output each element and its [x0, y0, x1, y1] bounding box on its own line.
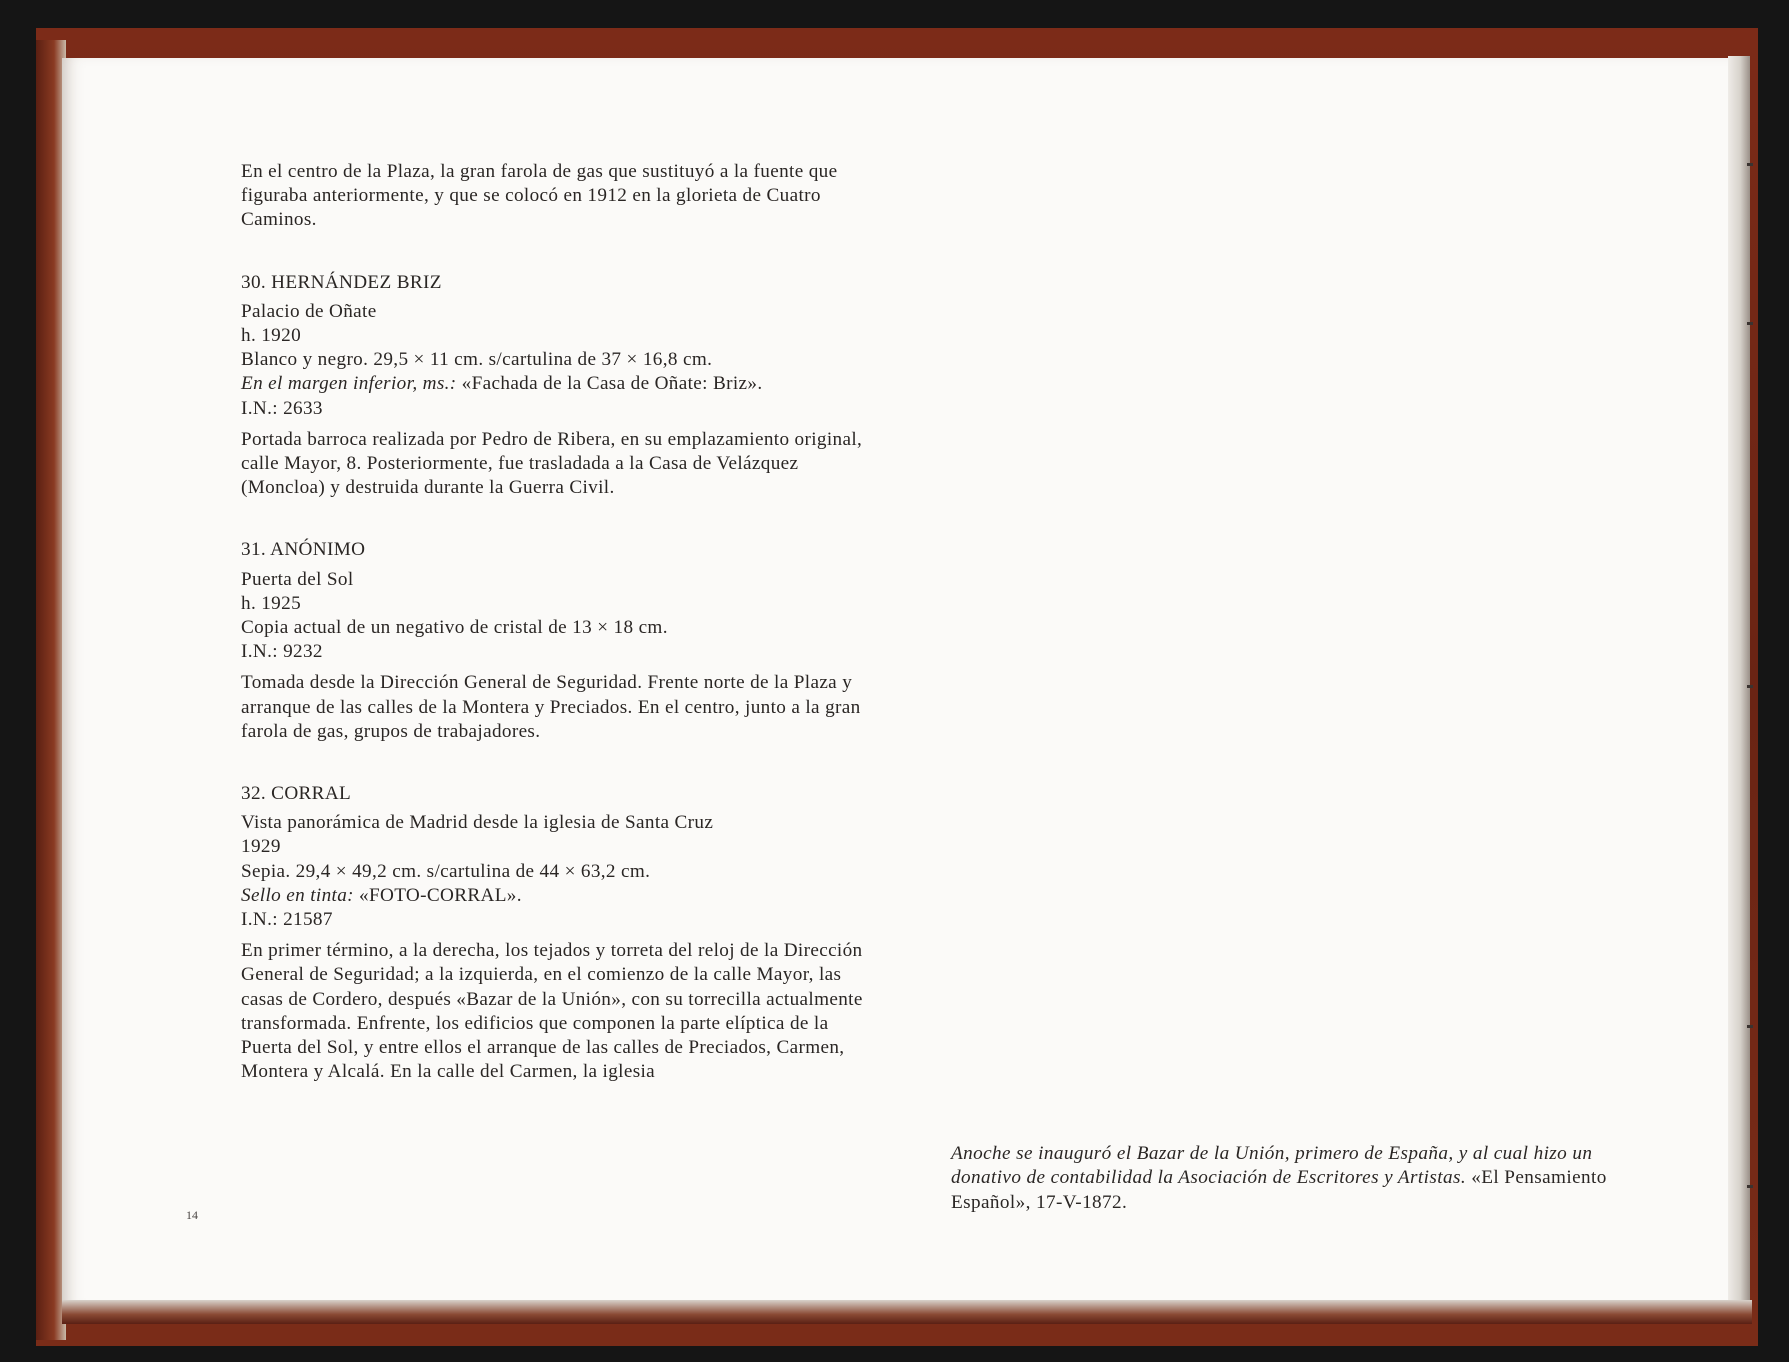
entry-date: h. 1920: [241, 325, 302, 347]
edge-mark: [1747, 1185, 1753, 1188]
inscription-text: «FOTO-CORRAL».: [353, 884, 522, 906]
entry-title: Puerta del Sol: [241, 568, 354, 590]
edge-mark: [1747, 1025, 1753, 1028]
intro-paragraph: En el centro de la Plaza, la gran farola de gas que sustituyó a la fuente que figuraba anteriormente, y que se colocó en 1912 en la glorieta de Cuatro Caminos.: [241, 161, 838, 231]
entry-inventory: I.N.: 9232: [241, 641, 323, 663]
caption-block: [951, 1142, 1611, 1215]
caption-source: «El Pensamiento Español», 17-V-1872.: [951, 1167, 1607, 1213]
entry-inventory: I.N.: 21587: [241, 909, 333, 931]
entry-description: Tomada desde la Dirección General de Seguridad. Frente norte de la Plaza y arranque de las calles de la Montera y Preciados. En el centro, junto a la gran farola de gas, grupos de trabajadores.: [241, 672, 861, 742]
catalog-entry-32: [241, 782, 881, 1084]
entry-inscription: [241, 884, 881, 908]
entry-description: Portada barroca realizada por Pedro de Ribera, en su emplazamiento original, calle Mayor, 8. Posteriormente, fue trasladada a la Casa de Velázquez (Moncloa) y destruida durante la Guerra Civil.: [241, 428, 863, 499]
entry-technique: Blanco y negro. 29,5 × 11 cm. s/cartulina de 37 × 16,8 cm.: [241, 349, 713, 371]
entry-inscription: [241, 372, 881, 396]
entry-date: 1929: [241, 836, 281, 858]
inscription-label: En el margen inferior, ms.:: [241, 373, 457, 395]
entry-inventory: I.N.: 2633: [241, 397, 323, 419]
page-number: 14: [186, 1208, 198, 1222]
entry-heading: 31. ANÓNIMO: [241, 539, 366, 561]
page-bottom-edge: [62, 1300, 1752, 1324]
entry-title: Palacio de Oñate: [241, 300, 377, 322]
inscription-label: Sello en tinta:: [241, 884, 354, 906]
entry-heading: 32. CORRAL: [241, 783, 352, 805]
page-stack-edge: [1728, 56, 1750, 1308]
catalog-entry-31: [241, 538, 881, 744]
entry-date: h. 1925: [241, 592, 302, 614]
edge-mark: [1747, 322, 1753, 325]
entry-description: En primer término, a la derecha, los tejados y torreta del reloj de la Dirección General de Seguridad; a la izquierda, en el comienzo de la calle Mayor, las casas de Cordero, después «Bazar de la Unión», con su torrecilla actualmente transformada. Enfrente, los edificios que componen la parte elíptica de la Puerta del Sol, y entre ellos el arranque de las calles de Preciados, Carmen, Montera y Alcalá. En la calle del Carmen, la iglesia: [241, 940, 863, 1083]
edge-mark: [1747, 163, 1753, 166]
catalog-entry-30: [241, 271, 881, 501]
edge-mark: [1747, 685, 1753, 688]
entry-title: Vista panorámica de Madrid desde la iglesia de Santa Cruz: [241, 812, 714, 834]
entry-heading: 30. HERNÁNDEZ BRIZ: [241, 271, 442, 293]
caption-quote: Anoche se inauguró el Bazar de la Unión, primero de España, y al cual hizo un donativo de contabilidad la Asociación de Escritores y Artistas.: [951, 1143, 1593, 1189]
entry-technique: Copia actual de un negativo de cristal de 13 × 18 cm.: [241, 617, 668, 639]
inscription-text: «Fachada de la Casa de Oñate: Briz».: [456, 373, 763, 395]
catalog-column: [241, 160, 881, 1085]
entry-technique: Sepia. 29,4 × 49,2 cm. s/cartulina de 44 × 63,2 cm.: [241, 860, 651, 882]
